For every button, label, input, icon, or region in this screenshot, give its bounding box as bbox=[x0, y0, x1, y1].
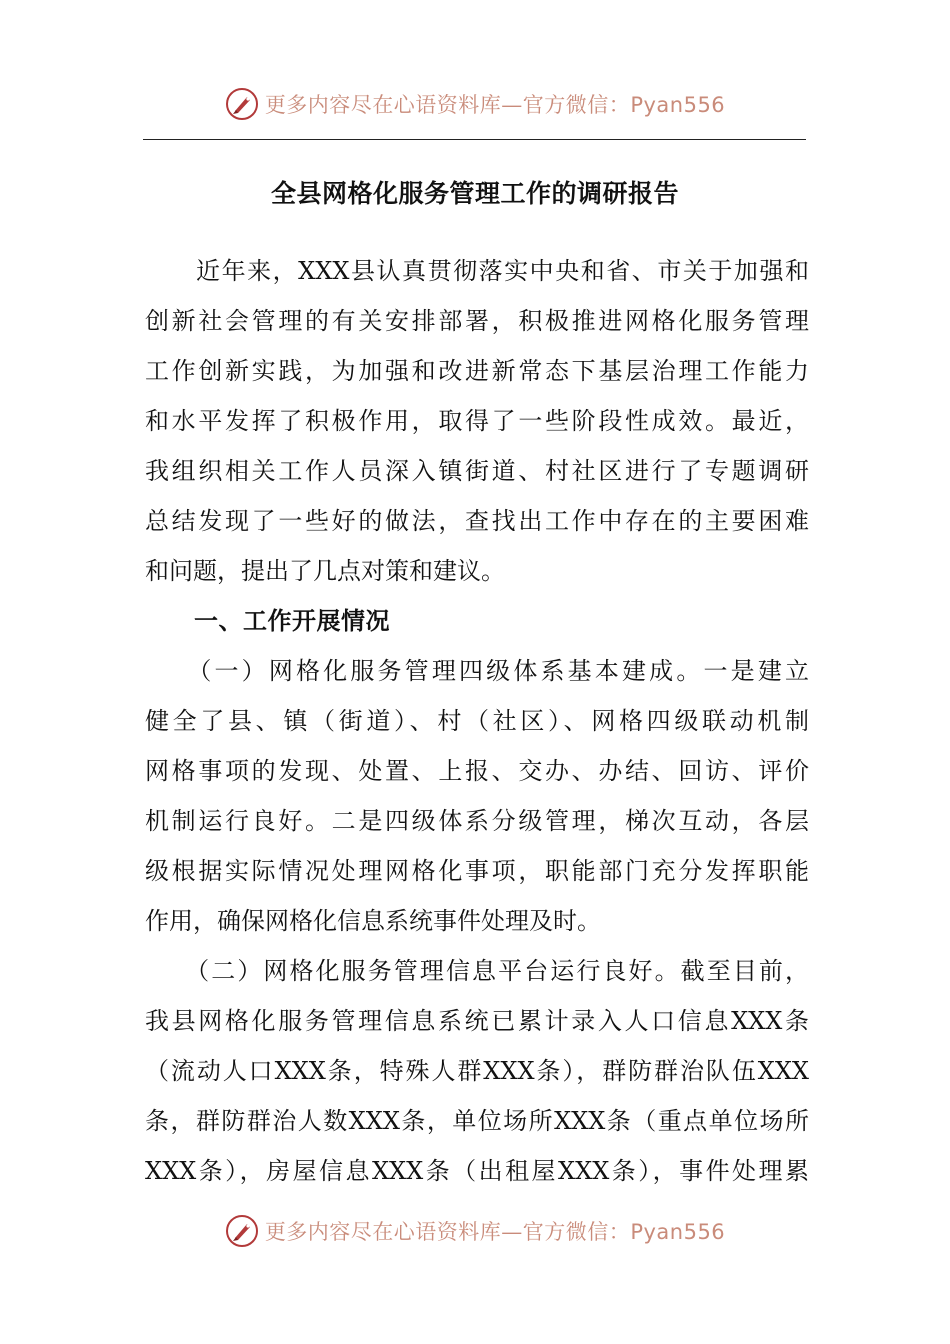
body-line: 和问题，提出了几点对策和建议。 bbox=[145, 557, 505, 585]
watermark-header bbox=[0, 82, 950, 126]
body-line: 创新社会管理的有关安排部署，积极推进网格化服务管理 bbox=[145, 307, 809, 335]
header-divider bbox=[143, 139, 806, 140]
body-line: 健全了县、镇（街道）、村（社区）、网格四级联动机制 bbox=[145, 707, 809, 735]
body-line: 和水平发挥了积极作用，取得了一些阶段性成效。最近， bbox=[145, 407, 809, 435]
body-line: 级根据实际情况处理网格化事项，职能部门充分发挥职能 bbox=[145, 857, 809, 885]
body-line: 机制运行良好。二是四级体系分级管理，梯次互动，各层 bbox=[145, 807, 809, 835]
body-line: （二）网格化服务管理信息平台运行良好。截至目前， bbox=[145, 957, 809, 985]
body-line: 网格事项的发现、处置、上报、交办、办结、回访、评价 bbox=[145, 757, 809, 785]
body-line: 总结发现了一些好的做法，查找出工作中存在的主要困难 bbox=[145, 507, 809, 535]
section-heading: 一、工作开展情况 bbox=[145, 607, 390, 635]
body-line: （一）网格化服务管理四级体系基本建成。一是建立 bbox=[145, 657, 809, 685]
body-line: 条，群防群治人数XXX条，单位场所XXX条（重点单位场所 bbox=[145, 1107, 809, 1135]
watermark-text: 更多内容尽在心语资料库—官方微信：Pyan556 bbox=[264, 93, 726, 117]
watermark-footer bbox=[0, 1209, 950, 1253]
watermark-text: 更多内容尽在心语资料库—官方微信：Pyan556 bbox=[264, 1220, 726, 1244]
pen-nib-logo-icon bbox=[225, 87, 259, 121]
pen-nib-logo-icon bbox=[225, 1214, 259, 1248]
body-line: 作用，确保网格化信息系统事件处理及时。 bbox=[145, 907, 601, 935]
body-line: XXX条），房屋信息XXX条（出租屋XXX条），事件处理累 bbox=[145, 1157, 809, 1185]
body-line: 工作创新实践，为加强和改进新常态下基层治理工作能力 bbox=[145, 357, 809, 385]
body-line: 我县网格化服务管理信息系统已累计录入人口信息XXX条 bbox=[145, 1007, 809, 1035]
body-line: 我组织相关工作人员深入镇街道、村社区进行了专题调研 bbox=[145, 457, 809, 485]
document-title: 全县网格化服务管理工作的调研报告 bbox=[270, 179, 679, 208]
body-line: 近年来，XXX县认真贯彻落实中央和省、市关于加强和 bbox=[145, 257, 809, 285]
body-line: （流动人口XXX条，特殊人群XXX条），群防群治队伍XXX bbox=[145, 1057, 809, 1085]
